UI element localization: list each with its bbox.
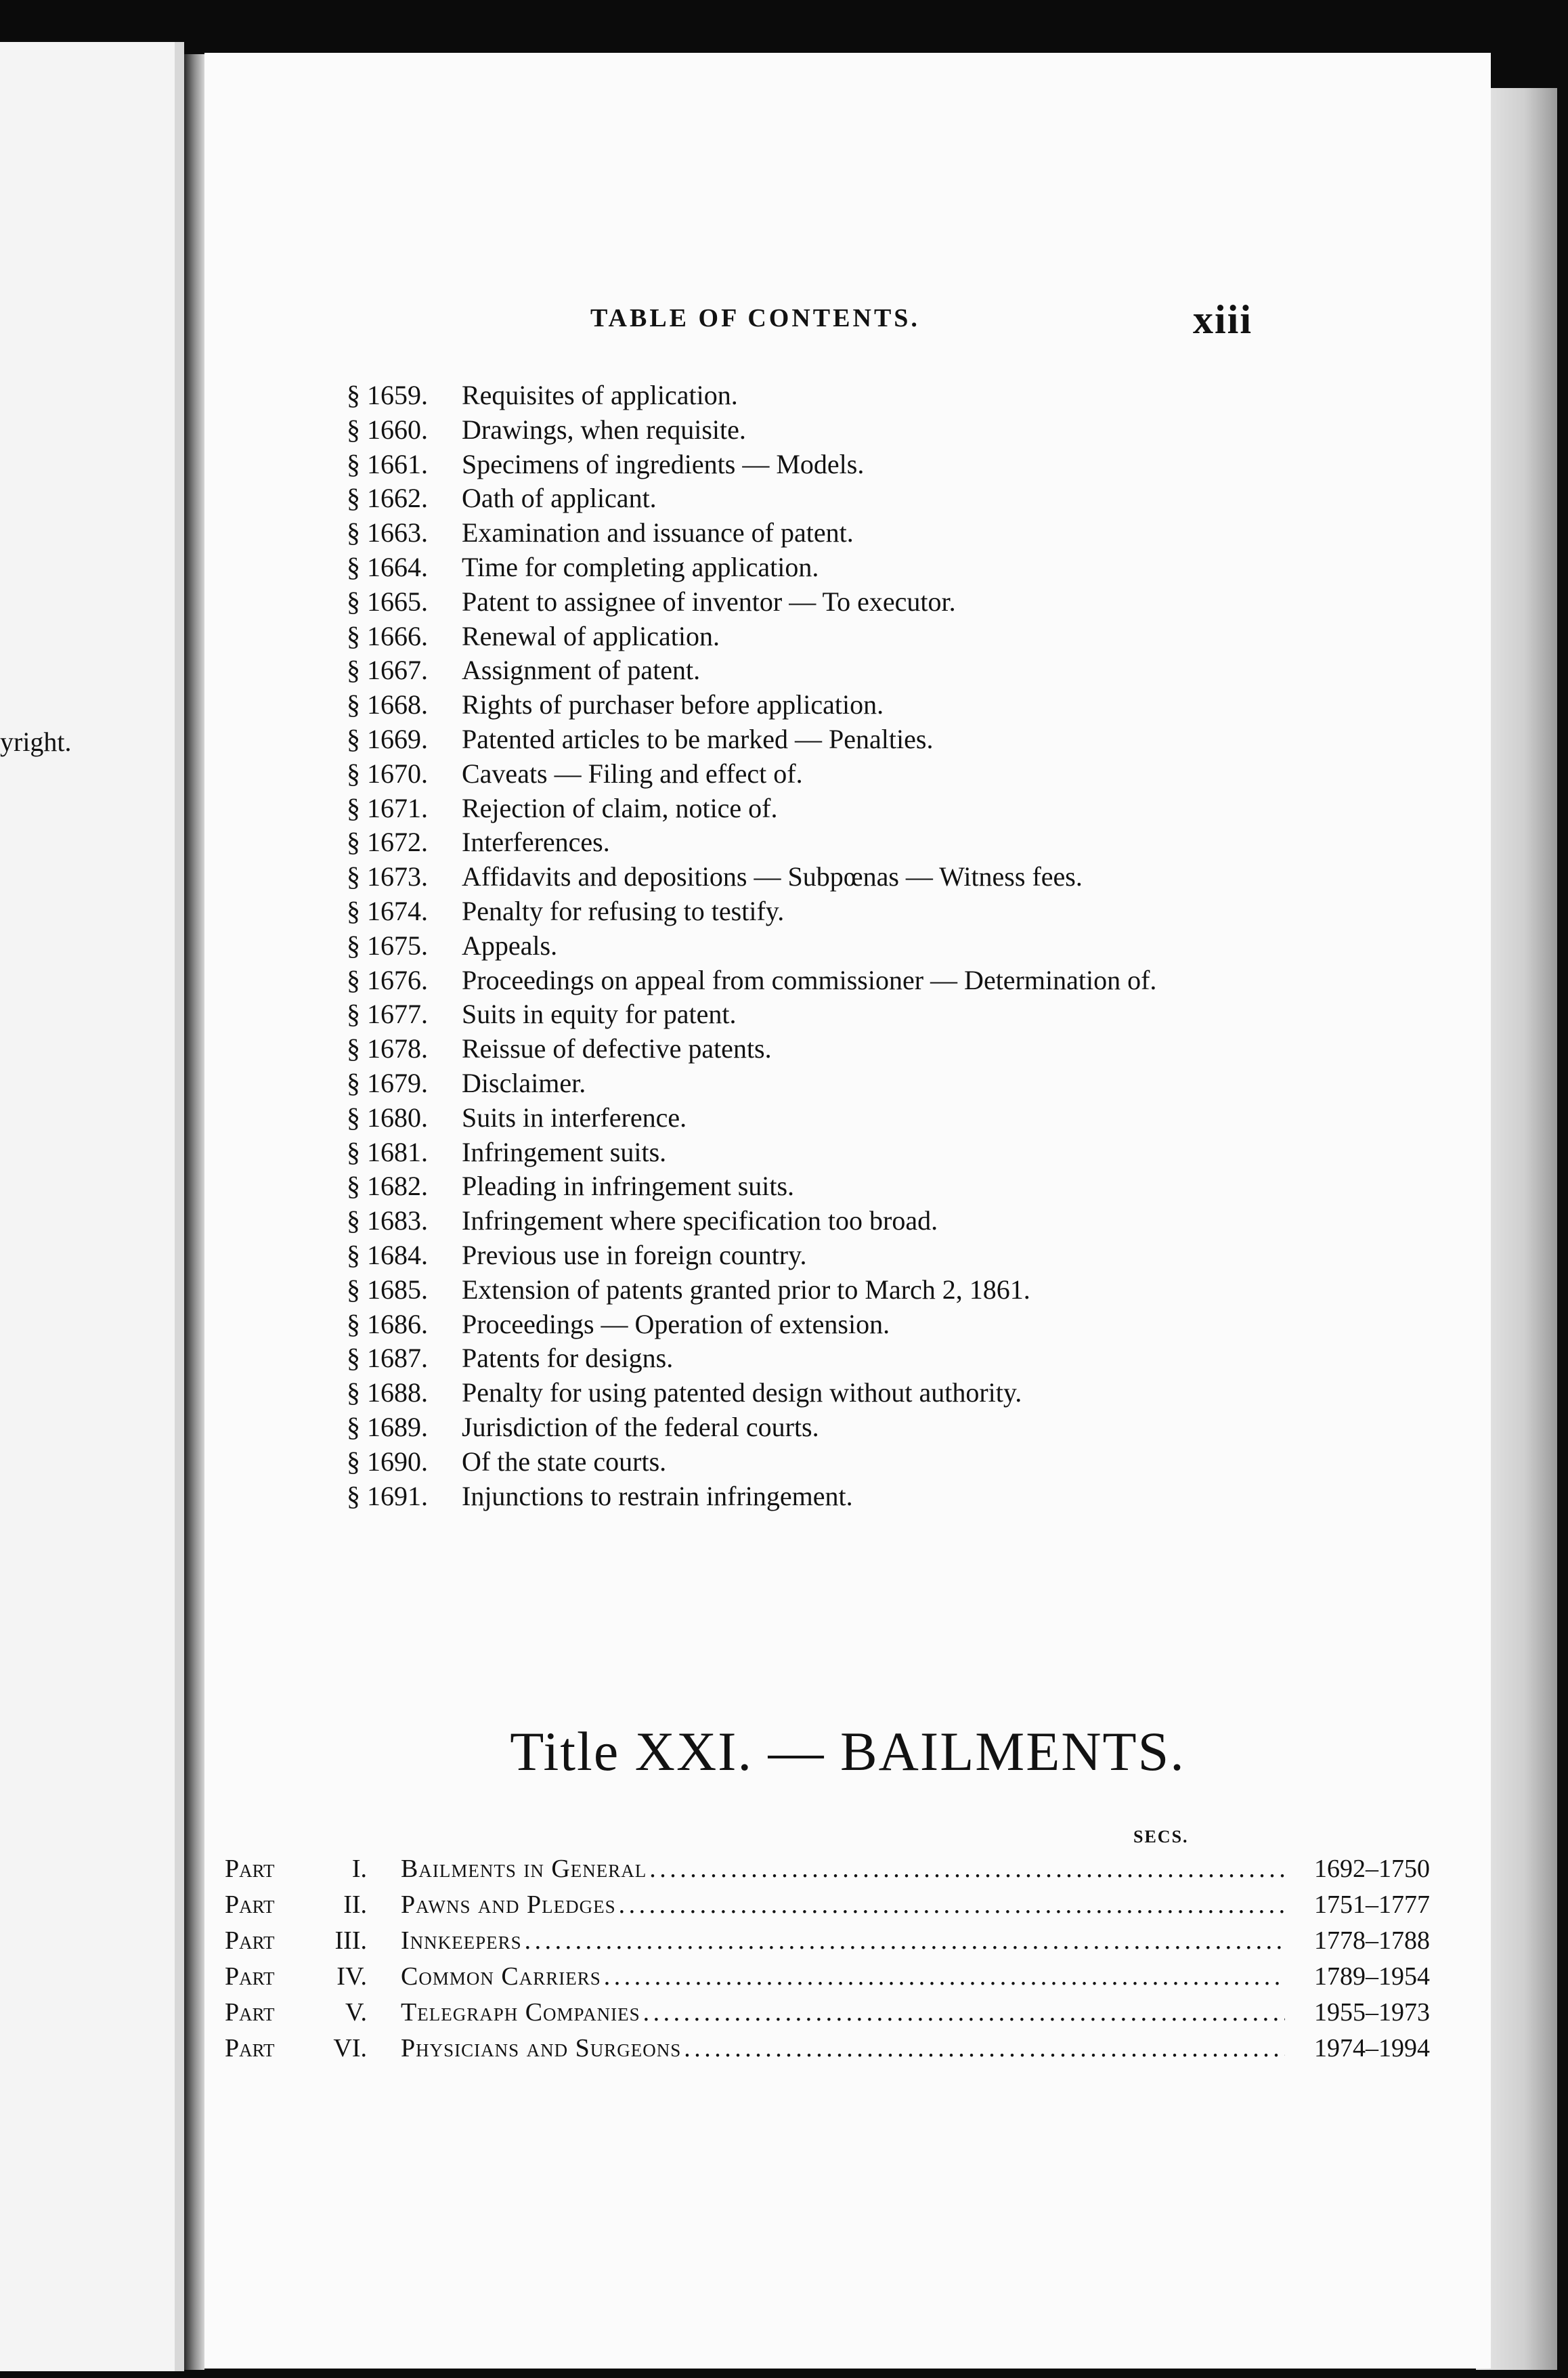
- toc-section-title: Renewal of application.: [462, 620, 720, 651]
- part-entry: [225, 1962, 1430, 1997]
- part-entry: [225, 1926, 1430, 1962]
- toc-section-number: § 1665.: [347, 586, 428, 617]
- toc-entry: [347, 895, 1457, 930]
- toc-entry: [347, 1170, 1457, 1205]
- toc-section-title: Penalty for refusing to testify.: [462, 895, 785, 926]
- part-number: III.: [334, 1926, 367, 1955]
- parts-list: [225, 1854, 1430, 2069]
- book-page: [204, 53, 1491, 2369]
- toc-section-number: § 1688.: [347, 1377, 428, 1408]
- toc-entry: [347, 689, 1457, 723]
- toc-section-number: § 1689.: [347, 1411, 428, 1442]
- toc-section-title: Affidavits and depositions — Subpœnas — Witness fees.: [462, 861, 1083, 892]
- toc-section-number: § 1691.: [347, 1480, 428, 1511]
- toc-entry: [347, 1446, 1457, 1480]
- toc-section-number: § 1686.: [347, 1308, 428, 1339]
- part-number: VI.: [333, 2034, 367, 2062]
- toc-entry: [347, 551, 1457, 586]
- part-section-range: 1692–1750: [1314, 1855, 1430, 1883]
- toc-entry: [347, 1274, 1457, 1308]
- toc-section-title: Specimens of ingredients — Models.: [462, 448, 865, 479]
- toc-section-number: § 1674.: [347, 895, 428, 926]
- toc-section-number: § 1660.: [347, 414, 428, 445]
- toc-entry: [347, 1033, 1457, 1067]
- toc-section-title: Pleading in infringement suits.: [462, 1171, 795, 1202]
- toc-section-title: Patents for designs.: [462, 1343, 674, 1374]
- part-entry: [225, 2033, 1430, 2069]
- toc-section-number: § 1690.: [347, 1446, 428, 1477]
- toc-entry: [347, 1480, 1457, 1515]
- toc-section-title: Appeals.: [462, 930, 558, 961]
- toc-section-title: Proceedings on appeal from commissioner — Determination of.: [462, 964, 1157, 995]
- toc-section-number: § 1685.: [347, 1274, 428, 1305]
- toc-section-number: § 1671.: [347, 792, 428, 823]
- toc-section-title: Infringement suits.: [462, 1136, 667, 1167]
- part-label: Part: [225, 1890, 275, 1919]
- secs-label: SECS.: [1133, 1827, 1189, 1846]
- toc-section-number: § 1675.: [347, 930, 428, 961]
- toc-section-title: Rejection of claim, notice of.: [462, 792, 778, 823]
- toc-section-title: Disclaimer.: [462, 1067, 586, 1098]
- part-label: Part: [225, 1926, 275, 1955]
- part-name: Physicians and Surgeons: [401, 2034, 682, 2062]
- toc-section-number: § 1679.: [347, 1067, 428, 1098]
- toc-entry: [347, 861, 1457, 895]
- toc-section-number: § 1681.: [347, 1136, 428, 1167]
- part-entry: [225, 1854, 1430, 1890]
- toc-section-title: Drawings, when requisite.: [462, 414, 746, 445]
- toc-section-title: Suits in equity for patent.: [462, 999, 737, 1030]
- part-section-range: 1751–1777: [1314, 1890, 1430, 1919]
- book-gutter: [184, 54, 204, 2370]
- toc-section-title: Patented articles to be marked — Penalties.: [462, 723, 934, 754]
- toc-section-title: Suits in interference.: [462, 1102, 687, 1133]
- toc-entry: [347, 1342, 1457, 1377]
- toc-entry: [347, 1411, 1457, 1446]
- toc-section-number: § 1663.: [347, 517, 428, 548]
- toc-entry: [347, 379, 1457, 414]
- toc-entry: [347, 792, 1457, 827]
- part-label: Part: [225, 1962, 275, 1991]
- part-number: IV.: [336, 1962, 367, 1991]
- part-section-range: 1955–1973: [1314, 1998, 1430, 2027]
- toc-section-number: § 1684.: [347, 1239, 428, 1270]
- toc-section-number: § 1687.: [347, 1343, 428, 1374]
- toc-section-title: Time for completing application.: [462, 551, 819, 582]
- part-entry: [225, 1997, 1430, 2033]
- toc-section-number: § 1669.: [347, 723, 428, 754]
- part-name: Telegraph Companies: [401, 1998, 640, 2027]
- part-name: Common Carriers: [401, 1962, 601, 1991]
- toc-section-number: § 1667.: [347, 655, 428, 686]
- toc-section-number: § 1664.: [347, 551, 428, 582]
- dot-leader: [684, 2033, 1285, 2063]
- part-entry: [225, 1890, 1430, 1926]
- toc-section-title: Extension of patents granted prior to March 2, 1861.: [462, 1274, 1030, 1305]
- dot-leader: [525, 1926, 1285, 1955]
- part-section-range: 1778–1788: [1314, 1926, 1430, 1955]
- running-head: TABLE OF CONTENTS.: [590, 304, 920, 332]
- toc-entry: [347, 1102, 1457, 1136]
- toc-section-number: § 1670.: [347, 758, 428, 789]
- toc-entry: [347, 723, 1457, 758]
- toc-section-title: Reissue of defective patents.: [462, 1033, 772, 1064]
- toc-entry: [347, 1136, 1457, 1171]
- part-number: I.: [351, 1855, 367, 1883]
- toc-section-number: § 1676.: [347, 964, 428, 995]
- dot-leader: [649, 1854, 1285, 1884]
- toc-section-title: Oath of applicant.: [462, 483, 657, 514]
- toc-entry: [347, 1308, 1457, 1343]
- part-section-range: 1789–1954: [1314, 1962, 1430, 1991]
- dot-leader: [643, 1997, 1285, 2027]
- toc-entry: [347, 620, 1457, 655]
- toc-section-number: § 1668.: [347, 689, 428, 720]
- toc-entry: [347, 1067, 1457, 1102]
- dot-leader: [619, 1890, 1285, 1920]
- toc-section-number: § 1683.: [347, 1205, 428, 1236]
- toc-section-title: Interferences.: [462, 827, 610, 858]
- toc-section-title: Rights of purchaser before application.: [462, 689, 884, 720]
- toc-section-title: Examination and issuance of patent.: [462, 517, 854, 548]
- dot-leader: [604, 1962, 1285, 1991]
- part-number: II.: [343, 1890, 367, 1919]
- part-label: Part: [225, 2034, 275, 2062]
- toc-entry: [347, 1239, 1457, 1274]
- part-name: Bailments in General: [401, 1855, 647, 1883]
- part-number: V.: [345, 1998, 367, 2027]
- toc-section-title: Jurisdiction of the federal courts.: [462, 1411, 819, 1442]
- toc-section-number: § 1673.: [347, 861, 428, 892]
- part-name: Innkeepers: [401, 1926, 522, 1955]
- toc-section-number: § 1672.: [347, 827, 428, 858]
- toc-section-title: Penalty for using patented design without authority.: [462, 1377, 1022, 1408]
- toc-section-number: § 1661.: [347, 448, 428, 479]
- toc-section-number: § 1677.: [347, 999, 428, 1030]
- title-heading: Title XXI. — BAILMENTS.: [510, 1721, 1185, 1782]
- toc-section-title: Of the state courts.: [462, 1446, 667, 1477]
- toc-entry: [347, 930, 1457, 964]
- part-label: Part: [225, 1855, 275, 1883]
- toc-section-title: Injunctions to restrain infringement.: [462, 1480, 853, 1511]
- toc-section-number: § 1682.: [347, 1171, 428, 1202]
- toc-entry: [347, 964, 1457, 999]
- toc-entry: [347, 482, 1457, 517]
- toc-section-title: Caveats — Filing and effect of.: [462, 758, 803, 789]
- facing-page-fragment: yright.: [0, 727, 72, 757]
- toc-entry: [347, 448, 1457, 483]
- toc-list: [347, 379, 1457, 1514]
- part-name: Pawns and Pledges: [401, 1890, 616, 1919]
- toc-entry: [347, 586, 1457, 620]
- toc-section-title: Patent to assignee of inventor — To executor.: [462, 586, 956, 617]
- toc-section-title: Infringement where specification too broad.: [462, 1205, 938, 1236]
- toc-entry: [347, 517, 1457, 551]
- toc-section-title: Proceedings — Operation of extension.: [462, 1308, 890, 1339]
- toc-entry: [347, 414, 1457, 448]
- page-number: xiii: [1193, 297, 1253, 342]
- toc-entry: [347, 1377, 1457, 1411]
- toc-entry: [347, 1205, 1457, 1239]
- toc-entry: [347, 654, 1457, 689]
- toc-entry: [347, 758, 1457, 792]
- toc-section-title: Assignment of patent.: [462, 655, 701, 686]
- facing-page: [0, 42, 184, 2371]
- toc-section-number: § 1659.: [347, 380, 428, 410]
- toc-section-number: § 1678.: [347, 1033, 428, 1064]
- part-label: Part: [225, 1998, 275, 2027]
- toc-entry: [347, 826, 1457, 861]
- part-section-range: 1974–1994: [1314, 2034, 1430, 2062]
- toc-section-number: § 1666.: [347, 620, 428, 651]
- toc-section-number: § 1680.: [347, 1102, 428, 1133]
- toc-section-number: § 1662.: [347, 483, 428, 514]
- toc-section-title: Previous use in foreign country.: [462, 1239, 807, 1270]
- toc-entry: [347, 998, 1457, 1033]
- toc-section-title: Requisites of application.: [462, 380, 738, 410]
